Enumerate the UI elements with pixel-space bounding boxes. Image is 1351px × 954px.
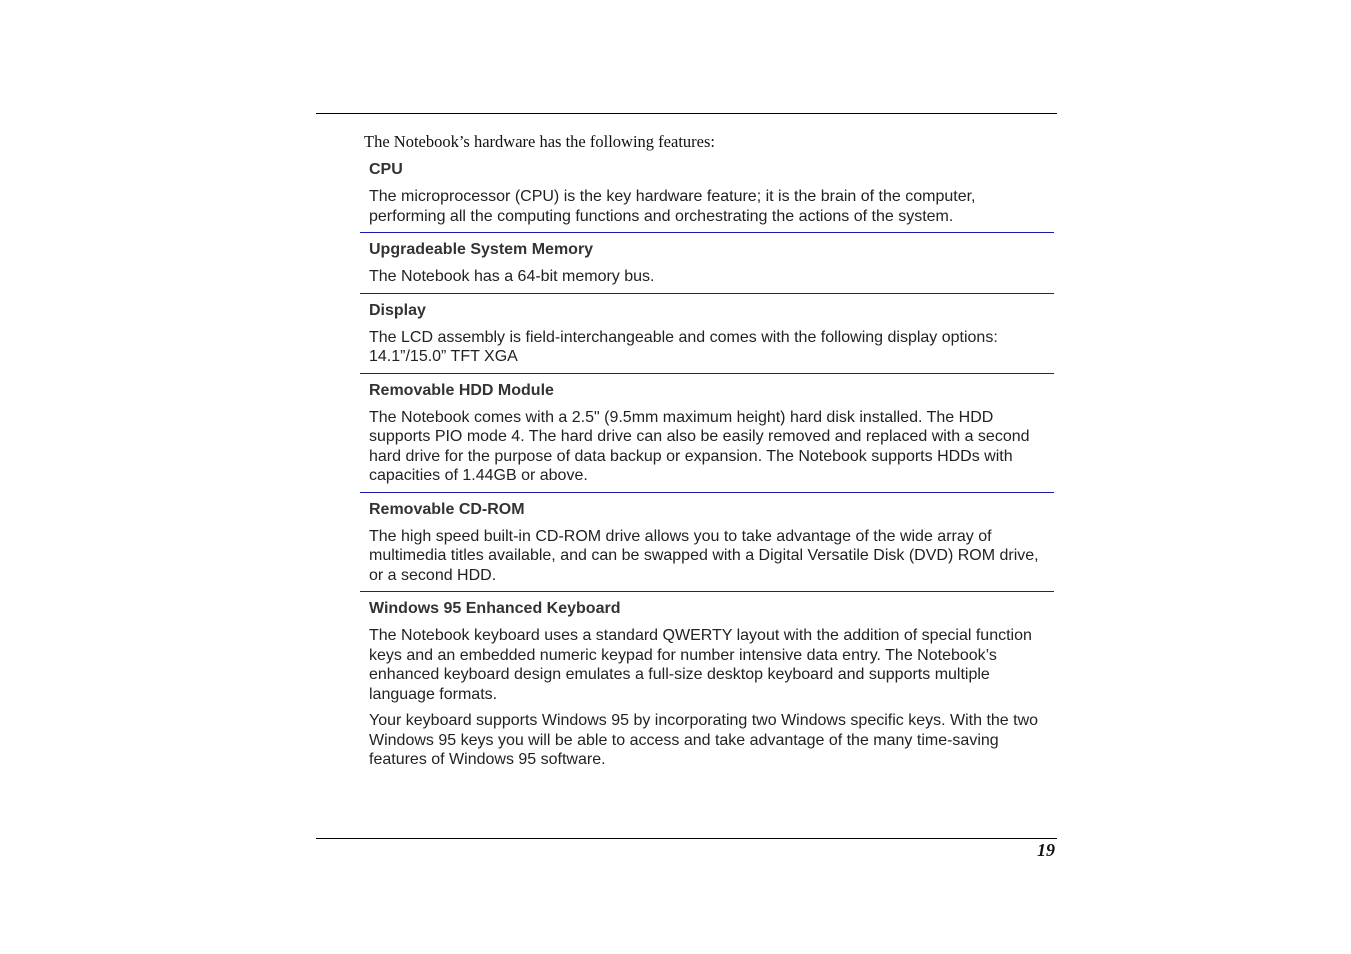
features-list xyxy=(360,160,1054,776)
feature-display xyxy=(360,294,1054,374)
feature-title: Upgradeable System Memory xyxy=(369,241,594,258)
feature-text: The high speed built-in CD-ROM drive allows you to take advantage of the wide array of multimedia titles available, and can be swapped with a Digital Versatile Disk (DVD) ROM drive, or a second HDD. xyxy=(369,527,1039,584)
feature-system-memory xyxy=(360,233,1054,294)
feature-text: The microprocessor (CPU) is the key hardware feature; it is the brain of the computer, performing all the computing functions and orchestrating the actions of the system. xyxy=(369,188,976,225)
feature-hdd-module xyxy=(360,374,1054,493)
feature-text: The Notebook comes with a 2.5" (9.5mm maximum height) hard disk installed. The HDD supports PIO mode 4. The hard drive can also be easily removed and replaced with a second hard drive for the purpose of data backup or expansion. The Notebook supports HDDs with capacities of 1.44GB or above. xyxy=(369,408,1030,484)
feature-title: Removable HDD Module xyxy=(369,381,554,399)
feature-text: Your keyboard supports Windows 95 by incorporating two Windows specific keys. With the two Windows 95 keys you will be able to access and take advantage of the many time-saving features of Windows 95 software. xyxy=(369,712,1039,768)
feature-title: Windows 95 Enhanced Keyboard xyxy=(369,600,621,617)
feature-keyboard xyxy=(360,592,1054,776)
page-number: 19 xyxy=(1037,840,1055,860)
footer-rule xyxy=(316,838,1057,839)
feature-title: Removable CD-ROM xyxy=(369,500,525,518)
feature-text: The Notebook keyboard uses a standard QWERTY layout with the addition of special function keys and an embedded numeric keypad for number intensive data entry. The Notebook’s enhanced keyboard design emulates a full-size desktop keyboard and supports multiple language formats. xyxy=(369,627,1032,703)
header-rule xyxy=(316,113,1057,114)
feature-title: CPU xyxy=(369,161,403,178)
feature-text: The Notebook has a 64-bit memory bus. xyxy=(369,268,655,285)
feature-cd-rom xyxy=(360,493,1054,593)
feature-text: The LCD assembly is field-interchangeable and comes with the following display options: 14.1”/15.0” TFT XGA xyxy=(369,328,998,365)
feature-title: Display xyxy=(369,301,426,319)
intro-text: The Notebook’s hardware has the following features: xyxy=(364,132,715,151)
feature-cpu xyxy=(360,160,1054,233)
